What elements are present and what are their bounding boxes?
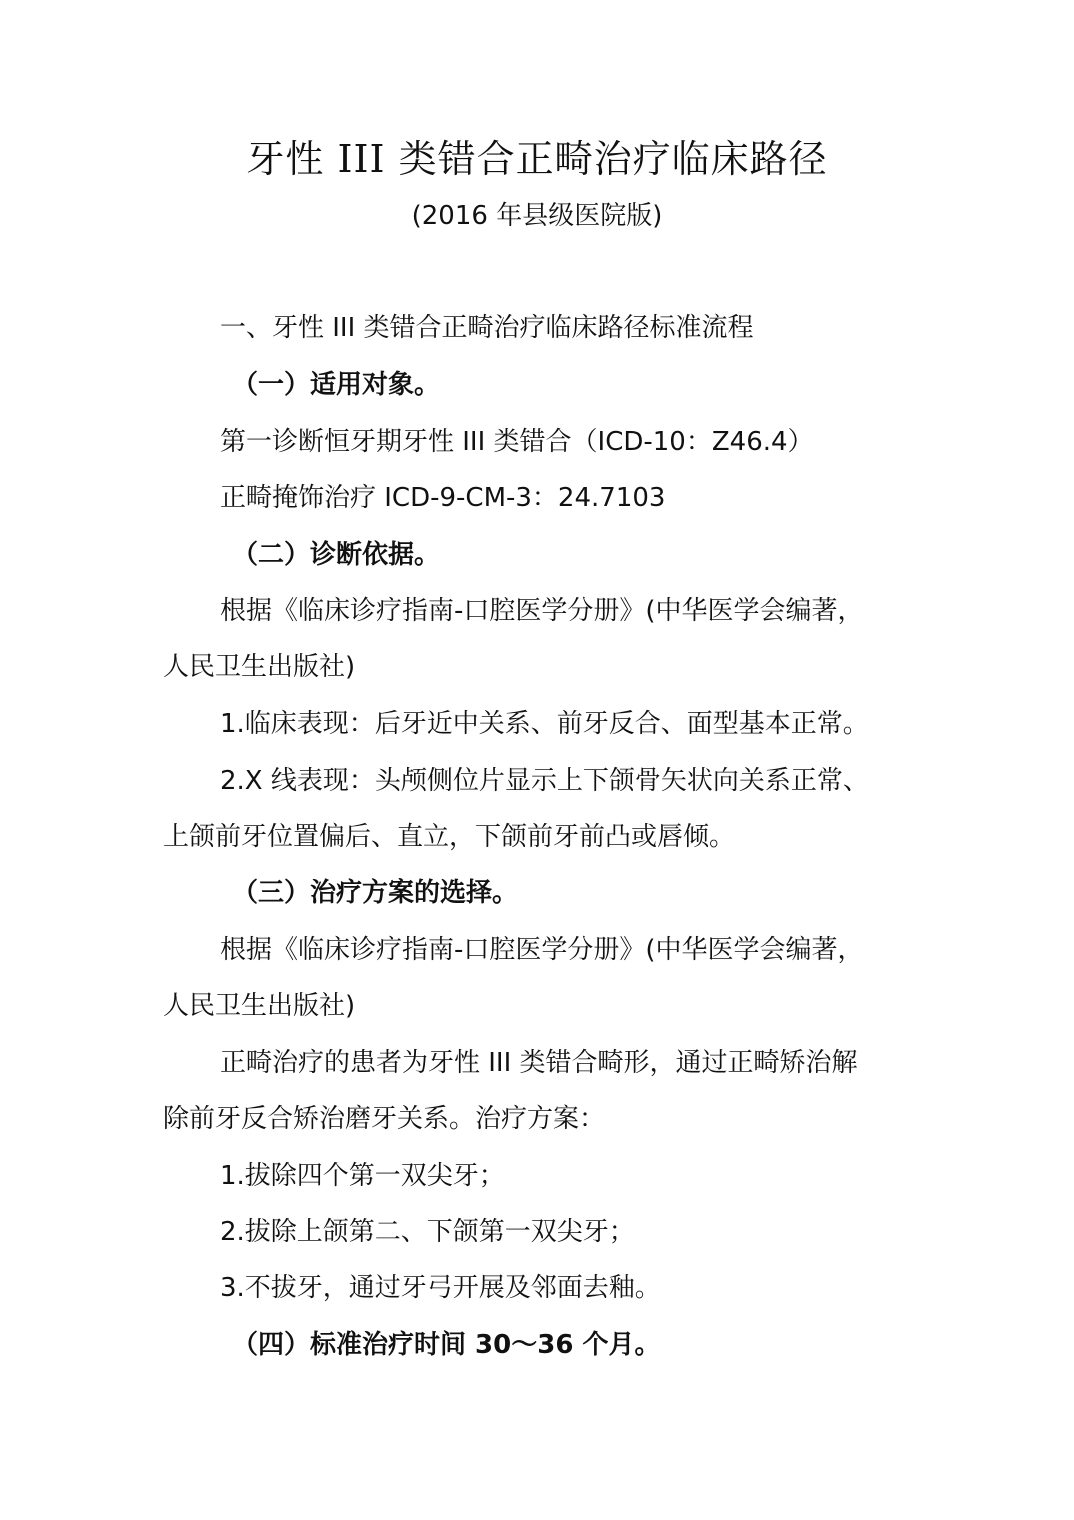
s2-reference-line-2: 人民卫生出版社) [163,652,356,682]
s2-clinical-item: 1.临床表现：后牙近中关系、前牙反合、面型基本正常。 [220,709,869,739]
s3-reference-line-2: 人民卫生出版社) [163,991,356,1021]
section-3-heading: （三）治疗方案的选择。 [232,878,519,908]
s3-option-3: 3.不拔牙，通过牙弓开展及邻面去釉。 [220,1273,661,1303]
s3-option-2: 2.拔除上颌第二、下颌第一双尖牙； [220,1217,635,1247]
section-4-heading: （四）标准治疗时间 30～36 个月。 [232,1330,661,1360]
s3-option-1: 1.拔除四个第一双尖牙； [220,1161,505,1191]
s2-xray-item-line-2: 上颌前牙位置偏后、直立，下颌前牙前凸或唇倾。 [163,822,736,852]
s1-procedure-line: 正畸掩饰治疗 ICD-9-CM-3：24.7103 [220,483,666,513]
s3-paragraph-line-1: 正畸治疗的患者为牙性 III 类错合畸形，通过正畸矫治解 [220,1048,858,1078]
s1-diagnosis-line: 第一诊断恒牙期牙性 III 类错合（ICD-10：Z46.4） [220,427,814,457]
document-subtitle: (2016 年县级医院版) [411,201,663,231]
s2-xray-item-line-1: 2.X 线表现：头颅侧位片显示上下颌骨矢状向关系正常、 [220,766,869,796]
section-1-heading: （一）适用对象。 [232,370,441,400]
section-main-heading: 一、牙性 III 类错合正畸治疗临床路径标准流程 [220,313,754,343]
document-title: 牙性 III 类错合正畸治疗临床路径 [246,137,828,181]
s3-reference-line-1: 根据《临床诊疗指南-口腔医学分册》(中华医学会编著， [220,935,864,965]
s3-paragraph-line-2: 除前牙反合矫治磨牙关系。治疗方案： [163,1104,606,1134]
section-2-heading: （二）诊断依据。 [232,540,441,570]
s2-reference-line-1: 根据《临床诊疗指南-口腔医学分册》(中华医学会编著， [220,596,864,626]
